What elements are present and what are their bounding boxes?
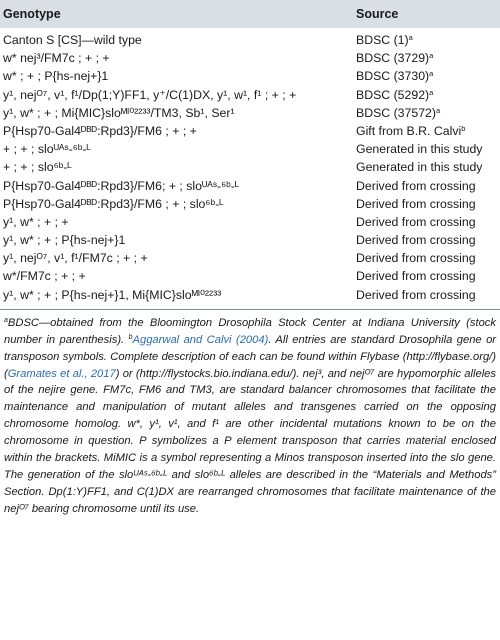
table-row <box>0 267 500 285</box>
table-header <box>0 0 500 28</box>
genotype-cell: P{Hsp70-Gal4ᴰᴮᴰ:Rpd3}/FM6 ; + ; + <box>3 123 197 138</box>
source-text: Generated in this study <box>356 160 483 175</box>
source-footnote-marker: a <box>429 87 434 97</box>
source-footnote-marker: a <box>408 33 413 42</box>
genotype-cell: y¹, w* ; + ; P{hs-nej+}1, Mi{MIC}sloᴹᴵ⁰²²³³ <box>3 287 222 302</box>
source-text: Derived from crossing <box>356 269 476 284</box>
genotype-cell: w*/FM7c ; + ; + <box>3 269 86 284</box>
table-row <box>0 122 500 140</box>
source-text: Gift from B.R. Calvi <box>356 123 462 138</box>
table-row <box>0 86 500 104</box>
table-row <box>0 286 500 304</box>
genotype-cell: y¹, nejᴼ⁷, v¹, f¹/FM7c ; + ; + <box>3 251 148 266</box>
source-footnote-marker: a <box>435 105 441 115</box>
table-row <box>0 177 500 195</box>
source-cell <box>356 31 413 49</box>
source-text: Derived from crossing <box>356 251 476 266</box>
source-cell <box>356 177 476 195</box>
source-text: Generated in this study <box>356 142 483 157</box>
table-footnote <box>0 310 500 518</box>
table-row <box>0 195 500 213</box>
gramates-link[interactable]: Gramates et al., 2017 <box>7 367 116 380</box>
source-text: BDSC (3730) <box>356 69 430 84</box>
header-genotype: Genotype <box>3 7 61 21</box>
genotype-cell: y¹, w* ; + ; + <box>3 214 69 229</box>
table-row <box>0 231 500 249</box>
table-row <box>0 31 500 49</box>
table-row <box>0 49 500 67</box>
table-body <box>0 28 500 304</box>
source-cell <box>356 195 476 213</box>
source-text: Derived from crossing <box>356 233 476 248</box>
table-row <box>0 67 500 85</box>
footnote-b-marker: b <box>128 333 133 341</box>
genotype-cell: w* ; + ; P{hs-nej+}1 <box>3 69 109 84</box>
genotype-cell: P{Hsp70-Gal4ᴰᴮᴰ:Rpd3}/FM6 ; + ; slo⁶ᵇ-ᴸ <box>3 196 224 211</box>
header-source: Source <box>356 7 399 21</box>
source-text: BDSC (3729) <box>356 51 430 66</box>
source-cell <box>356 249 476 267</box>
source-cell <box>356 158 482 176</box>
source-text: BDSC (37572) <box>356 105 436 120</box>
genotype-cell: + ; + ; slo⁶ᵇ-ᴸ <box>3 160 72 175</box>
source-cell <box>356 104 440 122</box>
source-cell <box>356 49 433 67</box>
footnote-text-2: ) or (http://flystocks.bio.indiana.edu/). nej³, and nejᴼ⁷ are hypomorphic alleles of the nejire gene. FM7c, FM6 and TM3, are standard balancer chromosomes that facilitate the maintenance and manipulation of mutant alleles and transgenes carried on the opposing chromosome homolog. w*, y¹, v¹, and f¹ are other incidental mutations known to be on the chromosome in question. P symbolizes a P element transposon that carries material enclosed within the brackets. MiMIC is a symbol representing a Minos transposon inserted into the slo gene. The generation of the sloᵁᴬˢ-⁶ᵇ-ᴸ and slo⁶ᵇ-ᴸ alleles are described in the “Materials and Methods” Section. Dp(1:Y)FF1, and C(1)DX are rearranged chromosomes that facilitate maintenance of the nejᴼ⁷ bearing chromosome until its use. <box>4 367 496 515</box>
genotype-cell: w* nej³/FM7c ; + ; + <box>3 51 110 66</box>
genotype-cell: y¹, w* ; + ; P{hs-nej+}1 <box>3 233 126 248</box>
genotype-cell: + ; + ; sloᵁᴬˢ-⁶ᵇ-ᴸ <box>3 142 91 157</box>
table-row <box>0 158 500 176</box>
source-text: BDSC (1) <box>356 33 409 47</box>
source-cell <box>356 86 433 104</box>
source-footnote-marker: a <box>429 51 434 61</box>
source-cell <box>356 140 482 158</box>
source-cell <box>356 122 465 140</box>
source-cell <box>356 267 476 285</box>
source-footnote-marker: a <box>429 69 434 79</box>
footnote-a-text: BDSC—obtained from the Bloomington Drosophila Stock Center at Indiana University (stock number in parenthesis). <box>4 316 496 346</box>
table-row <box>0 104 500 122</box>
genotype-cell: Canton S [CS]—wild type <box>3 33 142 47</box>
source-cell <box>356 67 433 85</box>
table-row <box>0 140 500 158</box>
table-row <box>0 213 500 231</box>
source-text: Derived from crossing <box>356 178 476 193</box>
table-row <box>0 249 500 267</box>
genotype-cell: P{Hsp70-Gal4ᴰᴮᴰ:Rpd3}/FM6; + ; sloᵁᴬˢ-⁶ᵇ-ᴸ <box>3 178 240 193</box>
footnote-a-marker: a <box>4 316 8 324</box>
source-text: Derived from crossing <box>356 287 476 302</box>
source-text: Derived from crossing <box>356 196 476 211</box>
source-text: BDSC (5292) <box>356 87 430 102</box>
source-text: Derived from crossing <box>356 214 476 229</box>
source-cell <box>356 286 476 304</box>
genotype-cell: y¹, nejᴼ⁷, v¹, f¹/Dp(1;Y)FF1, y⁺/C(1)DX, y¹, w¹, f¹ ; + ; + <box>3 87 297 102</box>
source-cell <box>356 213 476 231</box>
genotype-cell: y¹, w* ; + ; Mi{MIC}sloᴹᴵ⁰²²³³/TM3, Sb¹, Ser¹ <box>3 105 235 120</box>
source-footnote-marker: b <box>461 123 466 133</box>
source-cell <box>356 231 476 249</box>
aggarwal-calvi-link[interactable]: Aggarwal and Calvi (2004) <box>132 333 269 346</box>
footnote-text-1: . All entries are standard Drosophila gene or transposon symbols. Complete description of each can be found within Flybase (http://flybase.org/) ( <box>4 333 497 380</box>
